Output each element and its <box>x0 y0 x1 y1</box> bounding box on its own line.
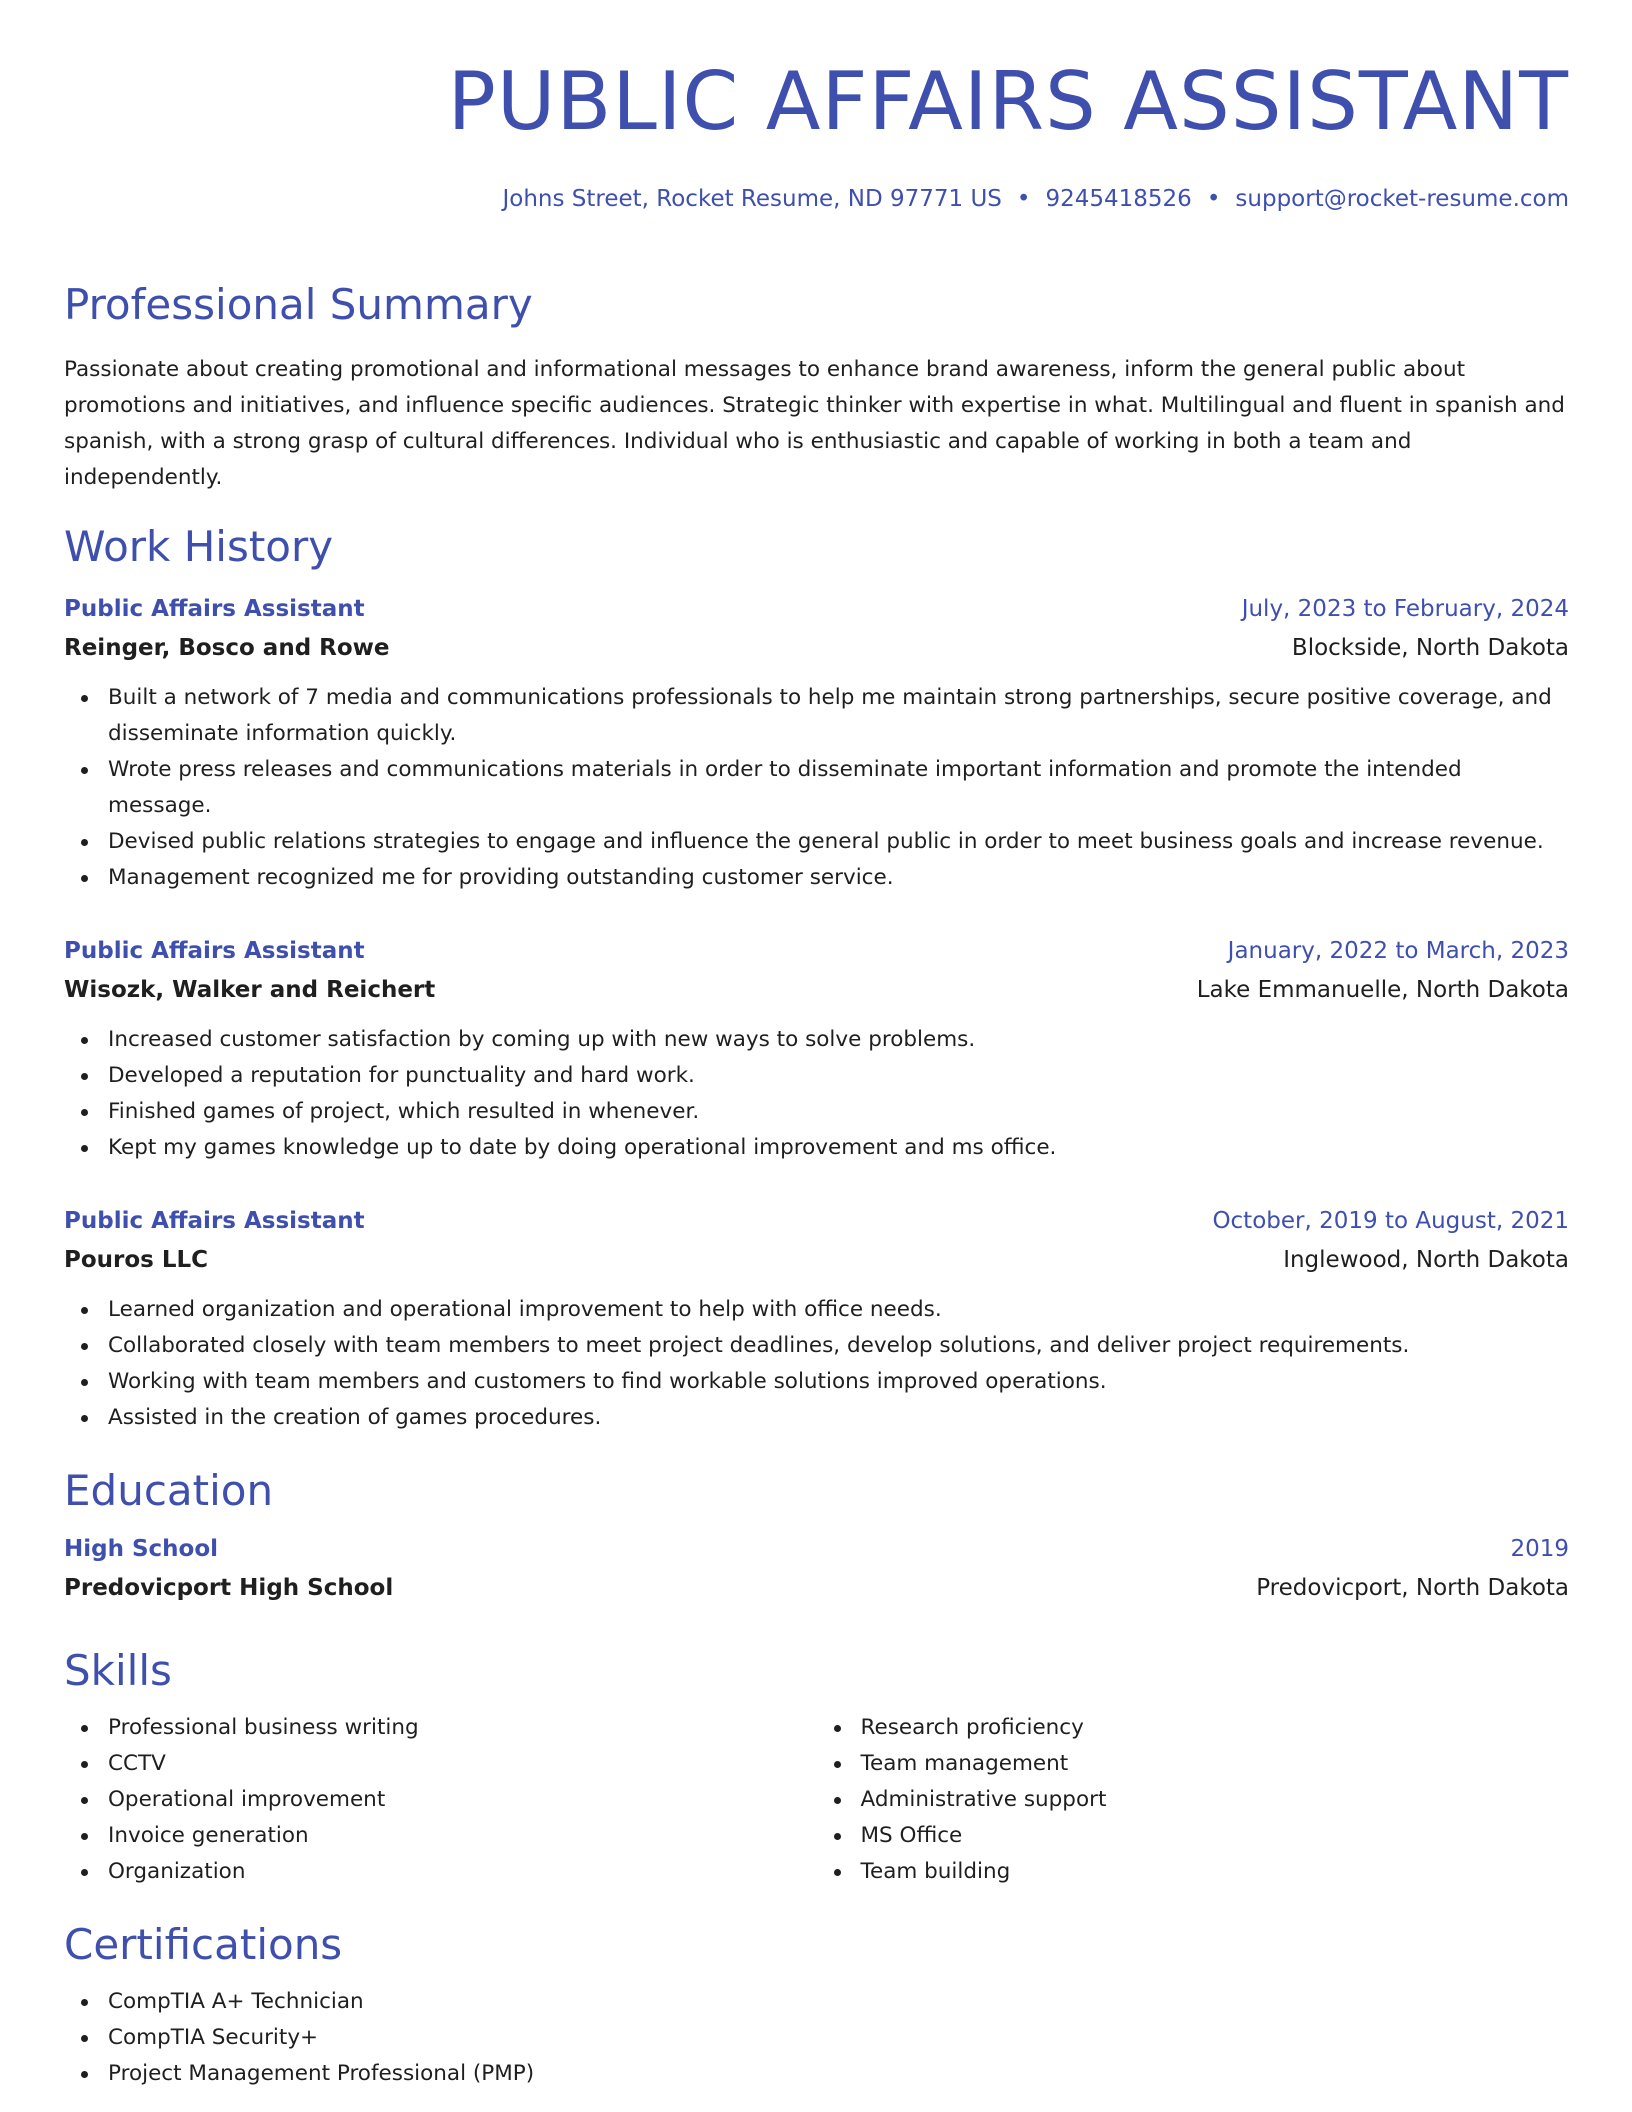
job-dates: October, 2019 to August, 2021 <box>1212 1208 1569 1234</box>
resume-header <box>64 0 1569 214</box>
job-dates: July, 2023 to February, 2024 <box>1241 596 1569 622</box>
job-location: Inglewood, North Dakota <box>1283 1247 1569 1273</box>
certifications-heading: Certifications <box>64 1920 343 1969</box>
job-entry <box>64 1202 1569 1436</box>
contact-address: Johns Street, Rocket Resume, ND 97771 US <box>502 186 1002 212</box>
job-bullet: Working with team members and customers to find workable solutions improved operations. <box>108 1364 1569 1400</box>
job-bullet: Assisted in the creation of games procedures. <box>108 1400 1569 1436</box>
certification-item: CompTIA A+ Technician <box>108 1984 1569 2020</box>
skill-item: Research proficiency <box>861 1710 1570 1746</box>
job-title: Public Affairs Assistant <box>64 1208 365 1234</box>
education-heading: Education <box>64 1466 274 1515</box>
job-bullet: Kept my games knowledge up to date by doing operational improvement and ms office. <box>108 1130 1569 1166</box>
job-bullet: Increased customer satisfaction by coming up with new ways to solve problems. <box>108 1022 1569 1058</box>
certification-item: CompTIA Security+ <box>108 2020 1569 2056</box>
job-bullet: Finished games of project, which resulted in whenever. <box>108 1094 1569 1130</box>
contact-separator: • <box>1016 186 1031 212</box>
skill-item: Administrative support <box>861 1782 1570 1818</box>
job-employer: Reinger, Bosco and Rowe <box>64 635 390 661</box>
education-year: 2019 <box>1510 1536 1569 1562</box>
certifications-section <box>64 1984 1569 2092</box>
job-location: Lake Emmanuelle, North Dakota <box>1196 977 1569 1003</box>
job-bullets <box>64 1022 1569 1166</box>
job-employer: Wisozk, Walker and Reichert <box>64 977 436 1003</box>
job-bullet: Learned organization and operational improvement to help with office needs. <box>108 1292 1569 1328</box>
job-entry <box>64 590 1569 896</box>
skill-item: Organization <box>108 1854 817 1890</box>
education-entry <box>64 1530 1569 1608</box>
job-bullet: Wrote press releases and communications materials in order to disseminate important information and promote the intended message. <box>108 752 1569 824</box>
summary-heading: Professional Summary <box>64 280 533 329</box>
job-bullet: Built a network of 7 media and communications professionals to help me maintain strong partnerships, secure positive coverage, and disseminate information quickly. <box>108 680 1569 752</box>
skills-list-right <box>817 1710 1570 1890</box>
certifications-list <box>64 1984 1569 2092</box>
contact-email: support@rocket-resume.com <box>1235 186 1569 212</box>
job-bullet: Devised public relations strategies to engage and influence the general public in order to meet business goals and increase revenue. <box>108 824 1569 860</box>
job-bullet: Management recognized me for providing outstanding customer service. <box>108 860 1569 896</box>
education-degree: High School <box>64 1536 219 1562</box>
skill-item: Team management <box>861 1746 1570 1782</box>
skill-item: Invoice generation <box>108 1818 817 1854</box>
contact-line <box>64 184 1569 214</box>
job-bullets <box>64 680 1569 896</box>
skill-item: MS Office <box>861 1818 1570 1854</box>
education-school: Predovicport High School <box>64 1575 394 1601</box>
job-bullet: Developed a reputation for punctuality and hard work. <box>108 1058 1569 1094</box>
summary-text: Passionate about creating promotional and informational messages to enhance brand awareness, inform the general public about promotions and initiatives, and influence specific audiences. Strategic thinker with expertise in what. Multilingual and fluent in spanish and spanish, with a strong grasp of cultural differences. Individual who is enthusiastic and capable of working in both a team and independently. <box>64 357 1565 490</box>
skills-heading: Skills <box>64 1646 172 1695</box>
job-title: Public Affairs Assistant <box>64 938 365 964</box>
job-employer: Pouros LLC <box>64 1247 209 1273</box>
skill-item: CCTV <box>108 1746 817 1782</box>
skills-list-left <box>64 1710 817 1890</box>
contact-separator: • <box>1206 186 1221 212</box>
contact-phone: 9245418526 <box>1045 186 1192 212</box>
job-dates: January, 2022 to March, 2023 <box>1227 938 1569 964</box>
job-location: Blockside, North Dakota <box>1291 635 1569 661</box>
skill-item: Team building <box>861 1854 1570 1890</box>
certification-item: Project Management Professional (PMP) <box>108 2056 1569 2092</box>
work-history-heading: Work History <box>64 522 334 571</box>
skills-columns <box>64 1710 1569 1890</box>
job-bullets <box>64 1292 1569 1436</box>
skill-item: Professional business writing <box>108 1710 817 1746</box>
candidate-name: PUBLIC AFFAIRS ASSISTANT <box>447 55 1569 148</box>
job-bullet: Collaborated closely with team members to meet project deadlines, develop solutions, and deliver project requirements. <box>108 1328 1569 1364</box>
job-title: Public Affairs Assistant <box>64 596 365 622</box>
skill-item: Operational improvement <box>108 1782 817 1818</box>
job-entry <box>64 932 1569 1166</box>
education-location: Predovicport, North Dakota <box>1256 1575 1569 1601</box>
